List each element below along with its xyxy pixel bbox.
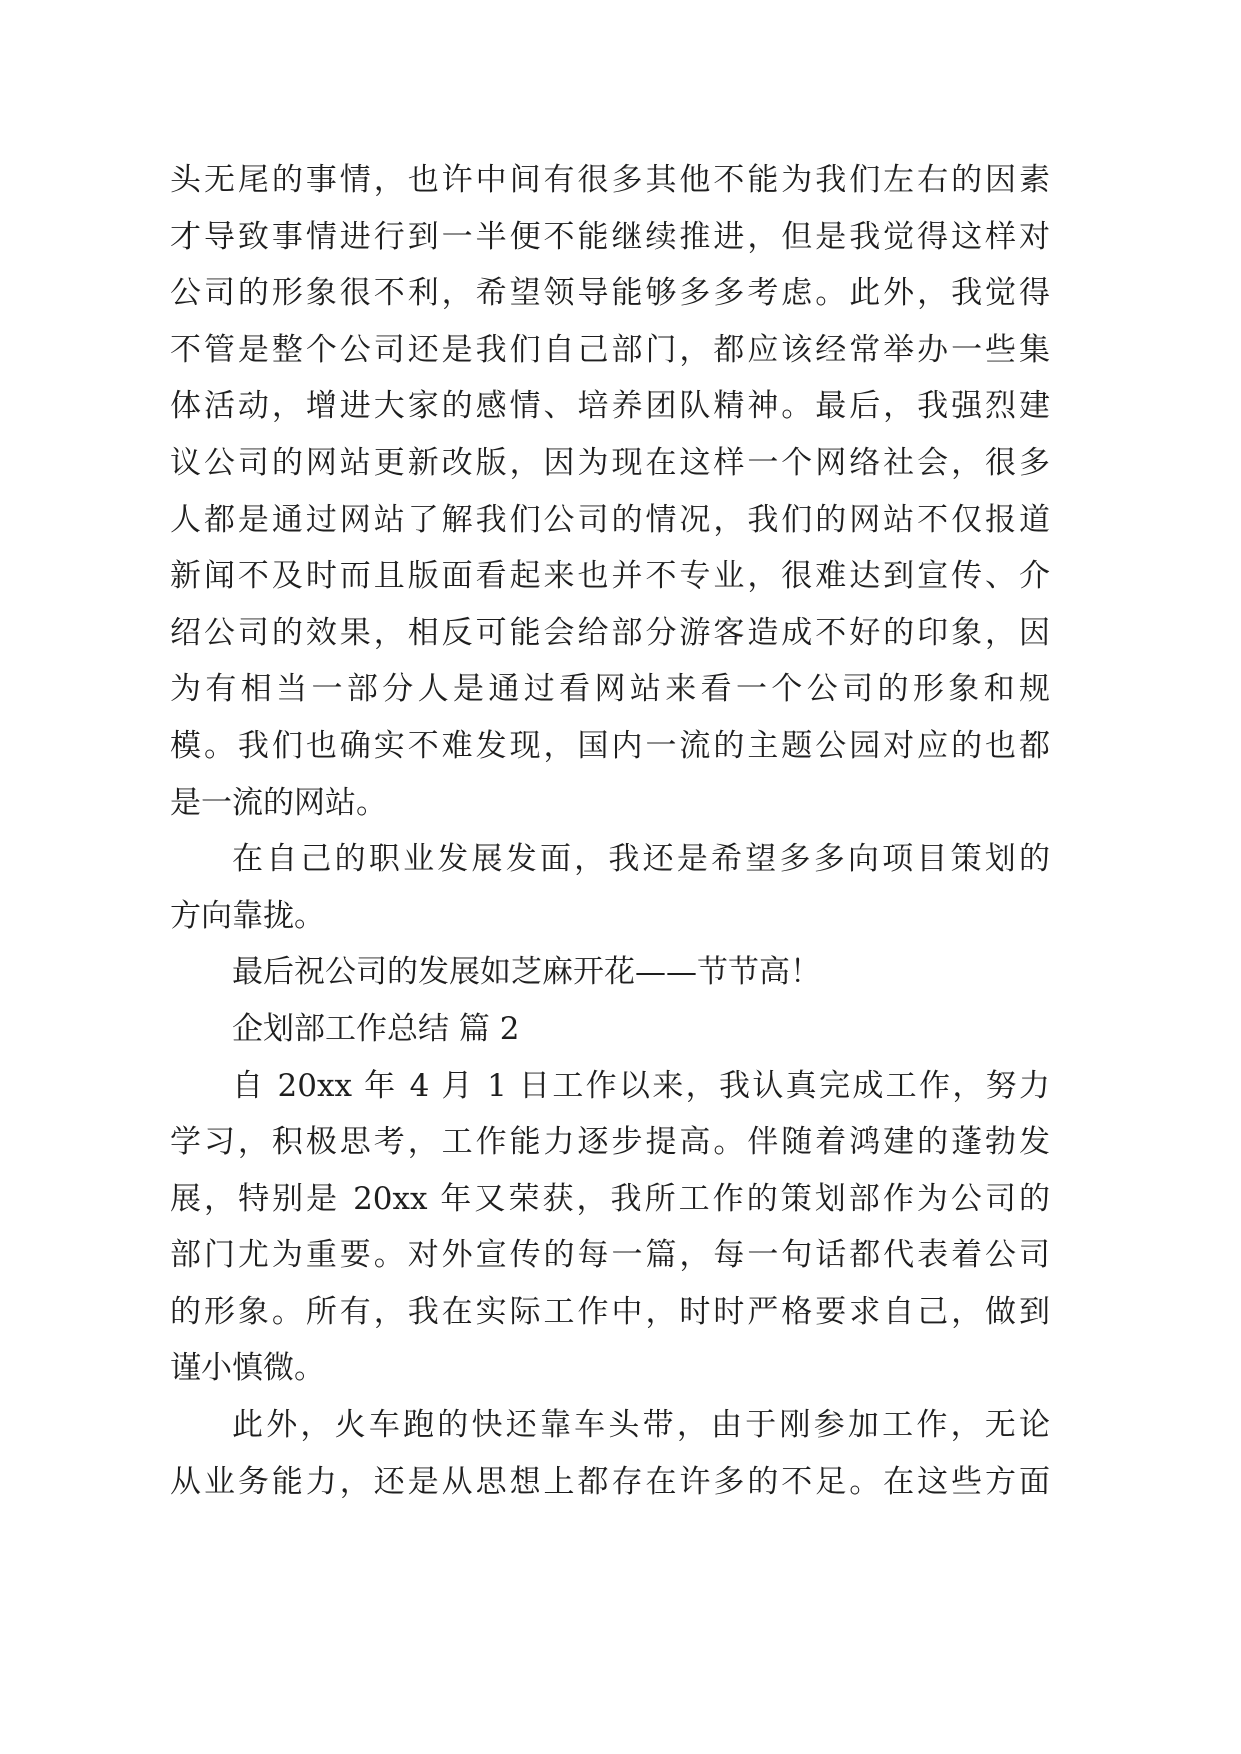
paragraph-career [170, 831, 1050, 944]
paragraph-continuation [170, 152, 1050, 831]
text-line: 体活动，增进大家的感情、培养团队精神。最后，我强烈建 [170, 388, 1050, 425]
text-line: 头无尾的事情，也许中间有很多其他不能为我们左右的因素 [170, 162, 1050, 198]
text-line: 绍公司的效果，相反可能会给部分游客造成不好的印象，因 [170, 614, 1050, 651]
paragraph-shortcomings [170, 1397, 1050, 1510]
text-line: 人都是通过网站了解我们公司的情况，我们的网站不仅报道 [170, 501, 1050, 538]
text-line: 此外，火车跑的快还靠车头带，由于刚参加工作，无论 [232, 1407, 1050, 1444]
text-line: 议公司的网站更新改版，因为现在这样一个网络社会，很多 [170, 444, 1050, 481]
text-line: 从业务能力，还是从思想上都存在许多的不足。在这些方面 [170, 1463, 1050, 1500]
text-line: 方向靠拢。 [170, 897, 325, 934]
paragraph-work-summary [170, 1058, 1050, 1398]
section-title: 企划部工作总结 篇 2 [232, 1010, 520, 1047]
text-line: 不管是整个公司还是我们自己部门，都应该经常举办一些集 [170, 331, 1050, 368]
text-line: 最后祝公司的发展如芝麻开花——节节高！ [232, 954, 821, 991]
section-heading [170, 1001, 1050, 1058]
text-line: 为有相当一部分人是通过看网站来看一个公司的形象和规 [170, 671, 1050, 708]
text-line: 在自己的职业发展发面，我还是希望多多向项目策划的 [232, 841, 1050, 878]
text-line: 才导致事情进行到一半便不能继续推进，但是我觉得这样对 [170, 218, 1050, 255]
text-line: 学习，积极思考，工作能力逐步提高。伴随着鸿建的蓬勃发 [170, 1124, 1050, 1161]
text-line: 展，特别是 20xx 年又荣获，我所工作的策划部作为公司的 [170, 1180, 1050, 1217]
text-line: 新闻不及时而且版面看起来也并不专业，很难达到宣传、介 [170, 558, 1050, 595]
document-body [170, 152, 1050, 1510]
text-line: 公司的形象很不利，希望领导能够多多考虑。此外，我觉得 [170, 275, 1050, 312]
text-line: 的形象。所有，我在实际工作中，时时严格要求自己，做到 [170, 1293, 1050, 1330]
text-line: 模。我们也确实不难发现，国内一流的主题公园对应的也都 [170, 727, 1050, 764]
text-line: 自 20xx 年 4 月 1 日工作以来，我认真完成工作，努力 [232, 1067, 1050, 1104]
text-line: 部门尤为重要。对外宣传的每一篇，每一句话都代表着公司 [170, 1237, 1050, 1274]
text-line: 谨小慎微。 [170, 1350, 325, 1387]
paragraph-closing-wish [170, 944, 1050, 1001]
text-line: 是一流的网站。 [170, 784, 387, 821]
